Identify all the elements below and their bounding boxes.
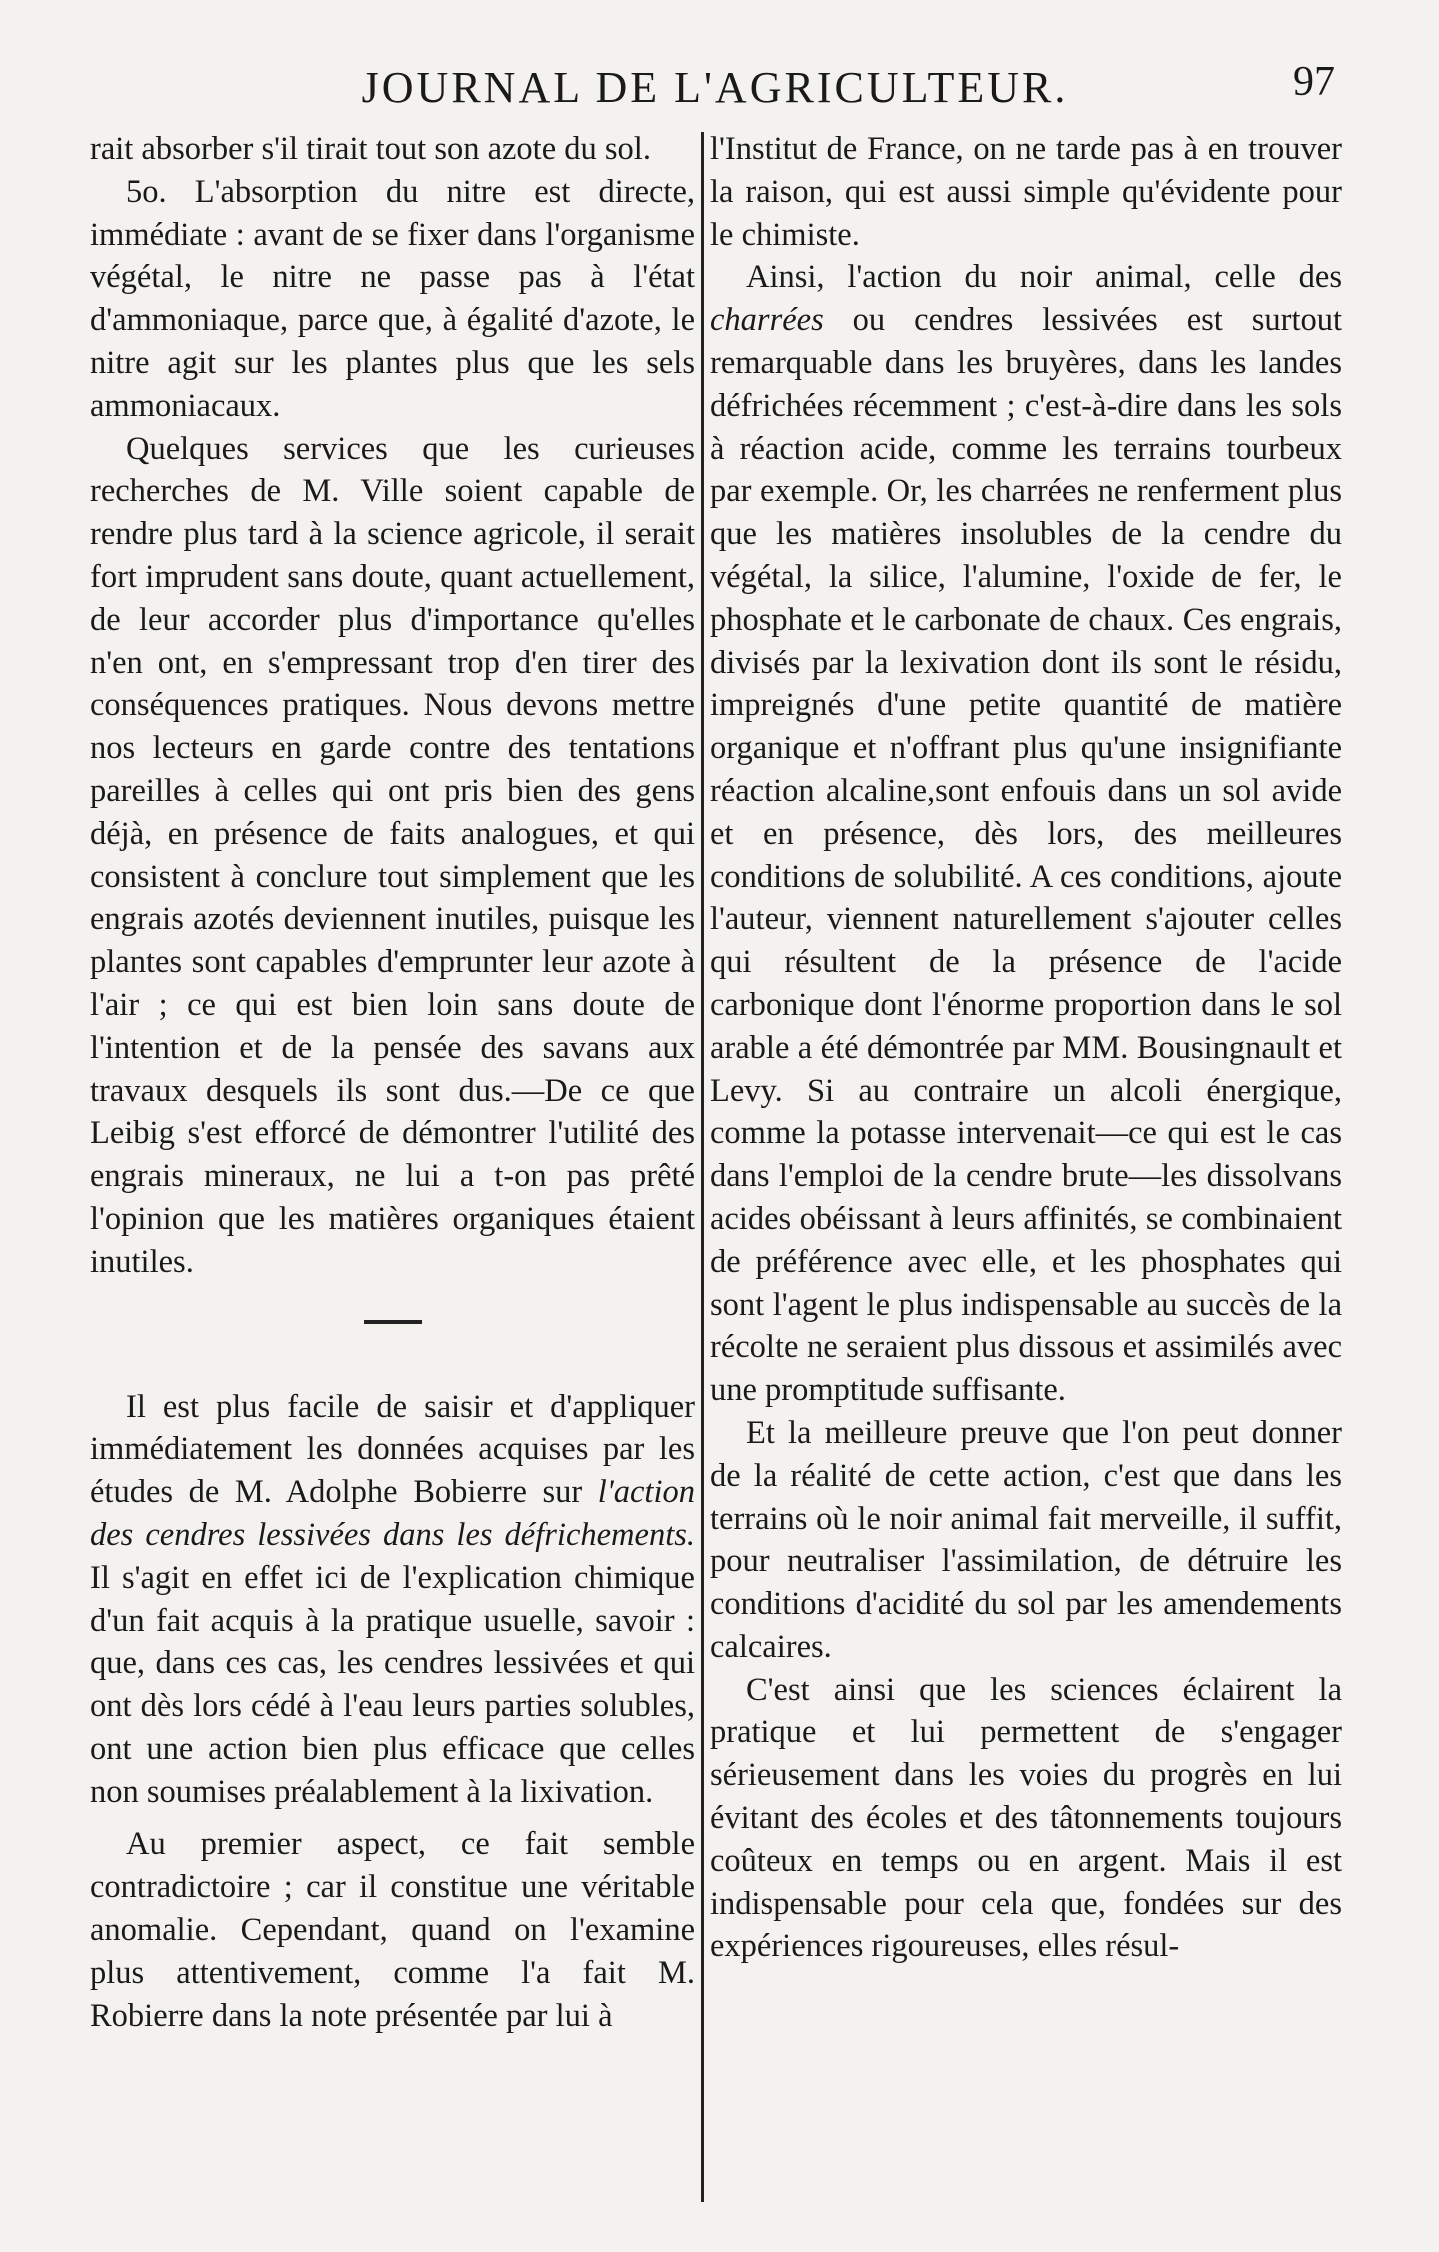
- page-header: [95, 58, 1335, 118]
- left-paragraph-2: 5o. L'absorption du nitre est directe, immédiate : avant de se fixer dans l'organisme végétal, le nitre ne passe pas à l'état d'ammoniaque, parce que, à égalité d'azote, le nitre agit sur les plantes plus que les sels ammoniacaux.: [90, 173, 695, 424]
- right-column: [710, 128, 1342, 1968]
- right-paragraph-2-end: ou cendres lessivées est surtout remarquable dans les bruyères, dans les landes défrichées récemment ; c'est-à-dire dans les sols à réaction acide, comme les terrains tourbeux par exemple. Or, les charrées ne renferment plus que les matières insolubles de la cendre du végétal, la silice, l'alumine, l'oxide de fer, le phosphate et le carbonate de chaux. Ces engrais, divisés par la lexivation dont ils sont le résidu, impreignés d'une petite quantité de matière organique et n'offrant plus qu'une insignifiante réaction alcaline,sont enfouis dans un sol avide et en présence, dès lors, des meilleures conditions de solubilité. A ces conditions, ajoute l'auteur, viennent naturellement s'ajouter celles qui résultent de la présence de l'acide carbonique dont l'énorme proportion dans le sol arable a été démontrée par MM. Bousingnault et Levy. Si au contraire un alcoli énergique, comme la potasse intervenait—ce qui est le cas dans l'emploi de la cendre brute—les dissolvans acides obéissant à leurs affinités, se combinaient de préférence avec elle, et les phosphates qui sont l'agent le plus indispensable au succès de la récolte ne seraient plus dissous et assimilés avec une promptitude suffisante.: [710, 302, 1342, 1409]
- right-paragraph-1: l'Institut de France, on ne tarde pas à en trouver la raison, qui est aussi simple qu'évidente pour le chimiste.: [710, 131, 1342, 253]
- column-divider: [701, 132, 704, 2202]
- section-separator: [364, 1320, 422, 1324]
- journal-title: JOURNAL DE L'AGRICULTEUR.: [361, 63, 1069, 112]
- right-paragraph-2-italic: charrées: [710, 302, 824, 339]
- right-paragraph-3: Et la meilleure preuve que l'on peut donner de la réalité de cette action, c'est que dans les terrains où le noir animal fait merveille, il suffit, pour neutraliser l'assimilation, de détruire les conditions d'acidité du sol par les amendements calcaires.: [710, 1414, 1342, 1665]
- right-paragraph-2-start: Ainsi, l'action du noir animal, celle des: [746, 259, 1342, 296]
- left-paragraph-3: Quelques services que les curieuses recherches de M. Ville soient capable de rendre plus tard à la science agricole, il serait fort imprudent sans doute, quant actuellement, de leur accorder plus d'importance qu'elles n'en ont, en s'empressant trop d'en tirer des conséquences pratiques. Nous devons mettre nos lecteurs en garde contre des tentations pareilles à celles qui ont pris bien des gens déjà, en présence de faits analogues, et qui consistent à conclure tout simplement que les engrais azotés deviennent inutiles, puisque les plantes sont capables d'emprunter leur azote à l'air ; ce qui est bien loin sans doute de l'intention et de la pensée des savans aux travaux desquels ils sont dus.—De ce que Leibig s'est efforcé de démontrer l'utilité des engrais mineraux, ne lui a t-on pas prêté l'opinion que les matières organiques étaient inutiles.: [90, 430, 695, 1280]
- left-paragraph-5: Au premier aspect, ce fait semble contradictoire ; car il constitue une véritable anomalie. Cependant, quand on l'examine plus attentivement, comme l'a fait M. Robierre dans la note présentée par lui à: [90, 1826, 695, 2034]
- page-number: 97: [1293, 59, 1335, 105]
- left-paragraph-1: rait absorber s'il tirait tout son azote du sol.: [90, 131, 651, 167]
- left-column: [90, 128, 695, 2037]
- right-paragraph-4: C'est ainsi que les sciences éclairent la pratique et lui permettent de s'engager sérieusement dans les voies du progrès en lui évitant des écoles et des tâtonnements toujours coûteux en temps ou en argent. Mais il est indispensable pour cela que, fondées sur des expériences rigoureuses, elles résul-: [710, 1671, 1342, 1965]
- left-paragraph-4: [90, 1386, 695, 1814]
- left-paragraph-4-start: Il est plus facile de saisir et d'appliquer immédiatement les données acquises par les études de M. Adolphe Bobierre sur: [90, 1388, 695, 1511]
- left-paragraph-4-end: Il s'agit en effet ici de l'explication chimique d'un fait acquis à la pratique usuelle, savoir : que, dans ces cas, les cendres lessivées et qui ont dès lors cédé à l'eau leurs parties solubles, ont une action bien plus efficace que celles non soumises préalablement à la lixivation.: [90, 1559, 695, 1810]
- left-paragraph-4-italic: l'action des cendres lessivées dans les défrichements.: [90, 1474, 695, 1553]
- right-paragraph-2: [710, 256, 1342, 1412]
